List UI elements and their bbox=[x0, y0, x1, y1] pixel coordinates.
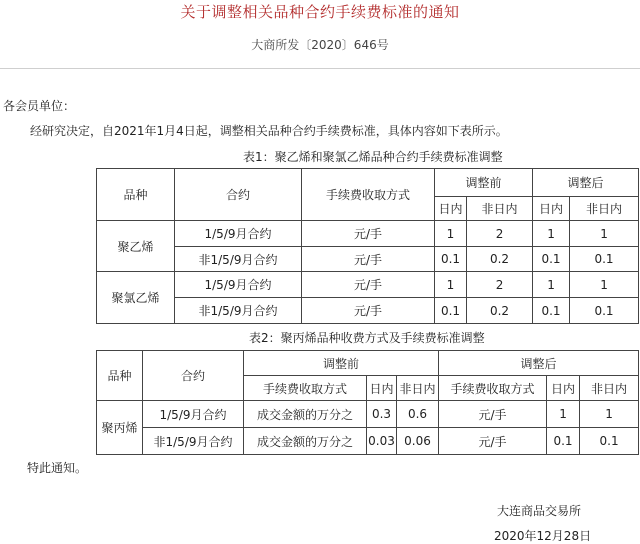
contract-cell: 非1/5/9月合约 bbox=[175, 247, 302, 272]
after-fee-method-cell: 元/手 bbox=[439, 428, 547, 455]
after-non-intraday-cell: 1 bbox=[570, 221, 639, 247]
table-row bbox=[97, 298, 639, 324]
header-before-fee-method: 手续费收取方式 bbox=[244, 376, 367, 401]
header-variety: 品种 bbox=[97, 169, 175, 221]
after-fee-method-cell: 元/手 bbox=[439, 401, 547, 428]
header-before-non-intraday: 非日内 bbox=[467, 197, 533, 221]
fee-table-1 bbox=[96, 168, 639, 324]
after-intraday-cell: 1 bbox=[533, 221, 570, 247]
before-fee-method-cell: 成交金额的万分之 bbox=[244, 428, 367, 455]
signature-organization: 大连商品交易所 bbox=[497, 504, 582, 518]
after-intraday-cell: 1 bbox=[533, 272, 570, 298]
before-intraday-cell: 0.3 bbox=[367, 401, 397, 428]
header-contract: 合约 bbox=[175, 169, 302, 221]
before-non-intraday-cell: 0.06 bbox=[397, 428, 439, 455]
header-after-fee-method: 手续费收取方式 bbox=[439, 376, 547, 401]
fee-method-cell: 元/手 bbox=[302, 221, 435, 247]
header-after: 调整后 bbox=[533, 169, 639, 197]
table-row bbox=[97, 272, 639, 298]
header-after: 调整后 bbox=[439, 351, 639, 376]
page-title: 关于调整相关品种合约手续费标准的通知 bbox=[180, 3, 460, 21]
before-non-intraday-cell: 0.2 bbox=[467, 247, 533, 272]
header-before: 调整前 bbox=[435, 169, 533, 197]
header-before: 调整前 bbox=[244, 351, 439, 376]
fee-method-cell: 元/手 bbox=[302, 272, 435, 298]
header-after-non-intraday: 非日内 bbox=[570, 197, 639, 221]
after-non-intraday-cell: 0.1 bbox=[580, 428, 639, 455]
signature-date: 2020年12月28日 bbox=[494, 529, 592, 543]
salutation: 各会员单位： bbox=[3, 99, 76, 113]
before-intraday-cell: 0.1 bbox=[435, 247, 467, 272]
fee-method-cell: 元/手 bbox=[302, 247, 435, 272]
header-after-non-intraday: 非日内 bbox=[580, 376, 639, 401]
after-intraday-cell: 0.1 bbox=[533, 298, 570, 324]
variety-cell: 聚乙烯 bbox=[97, 221, 175, 272]
table2-caption: 表2：聚丙烯品种收费方式及手续费标准调整 bbox=[249, 331, 485, 345]
header-fee-method: 手续费收取方式 bbox=[302, 169, 435, 221]
table-row bbox=[97, 428, 639, 455]
header-contract: 合约 bbox=[143, 351, 244, 401]
after-intraday-cell: 1 bbox=[547, 401, 580, 428]
fee-method-cell: 元/手 bbox=[302, 298, 435, 324]
header-variety: 品种 bbox=[97, 351, 143, 401]
header-divider bbox=[0, 68, 640, 69]
after-intraday-cell: 0.1 bbox=[533, 247, 570, 272]
table-row bbox=[97, 247, 639, 272]
after-intraday-cell: 0.1 bbox=[547, 428, 580, 455]
notice-body: 经研究决定，自2021年1月4日起，调整相关品种合约手续费标准，具体内容如下表所示。 bbox=[30, 124, 508, 138]
header-before-intraday: 日内 bbox=[435, 197, 467, 221]
before-non-intraday-cell: 0.2 bbox=[467, 298, 533, 324]
before-fee-method-cell: 成交金额的万分之 bbox=[244, 401, 367, 428]
contract-cell: 1/5/9月合约 bbox=[175, 221, 302, 247]
before-non-intraday-cell: 0.6 bbox=[397, 401, 439, 428]
table-row bbox=[97, 401, 639, 428]
before-intraday-cell: 1 bbox=[435, 272, 467, 298]
after-non-intraday-cell: 0.1 bbox=[570, 247, 639, 272]
contract-cell: 非1/5/9月合约 bbox=[143, 428, 244, 455]
after-non-intraday-cell: 1 bbox=[580, 401, 639, 428]
variety-cell: 聚氯乙烯 bbox=[97, 272, 175, 324]
header-after-intraday: 日内 bbox=[533, 197, 570, 221]
table1-caption: 表1：聚乙烯和聚氯乙烯品种合约手续费标准调整 bbox=[243, 150, 503, 164]
table2-header-row bbox=[97, 351, 639, 376]
header-before-intraday: 日内 bbox=[367, 376, 397, 401]
after-non-intraday-cell: 0.1 bbox=[570, 298, 639, 324]
header-after-intraday: 日内 bbox=[547, 376, 580, 401]
fee-table-2 bbox=[96, 350, 639, 455]
contract-cell: 1/5/9月合约 bbox=[175, 272, 302, 298]
before-intraday-cell: 1 bbox=[435, 221, 467, 247]
before-non-intraday-cell: 2 bbox=[467, 221, 533, 247]
before-intraday-cell: 0.1 bbox=[435, 298, 467, 324]
after-non-intraday-cell: 1 bbox=[570, 272, 639, 298]
contract-cell: 非1/5/9月合约 bbox=[175, 298, 302, 324]
document-number: 大商所发〔2020〕646号 bbox=[251, 38, 389, 52]
closing-text: 特此通知。 bbox=[27, 461, 88, 475]
before-intraday-cell: 0.03 bbox=[367, 428, 397, 455]
variety-cell: 聚丙烯 bbox=[97, 401, 143, 455]
table-row bbox=[97, 221, 639, 247]
contract-cell: 1/5/9月合约 bbox=[143, 401, 244, 428]
header-before-non-intraday: 非日内 bbox=[397, 376, 439, 401]
table1-header-row bbox=[97, 169, 639, 197]
before-non-intraday-cell: 2 bbox=[467, 272, 533, 298]
